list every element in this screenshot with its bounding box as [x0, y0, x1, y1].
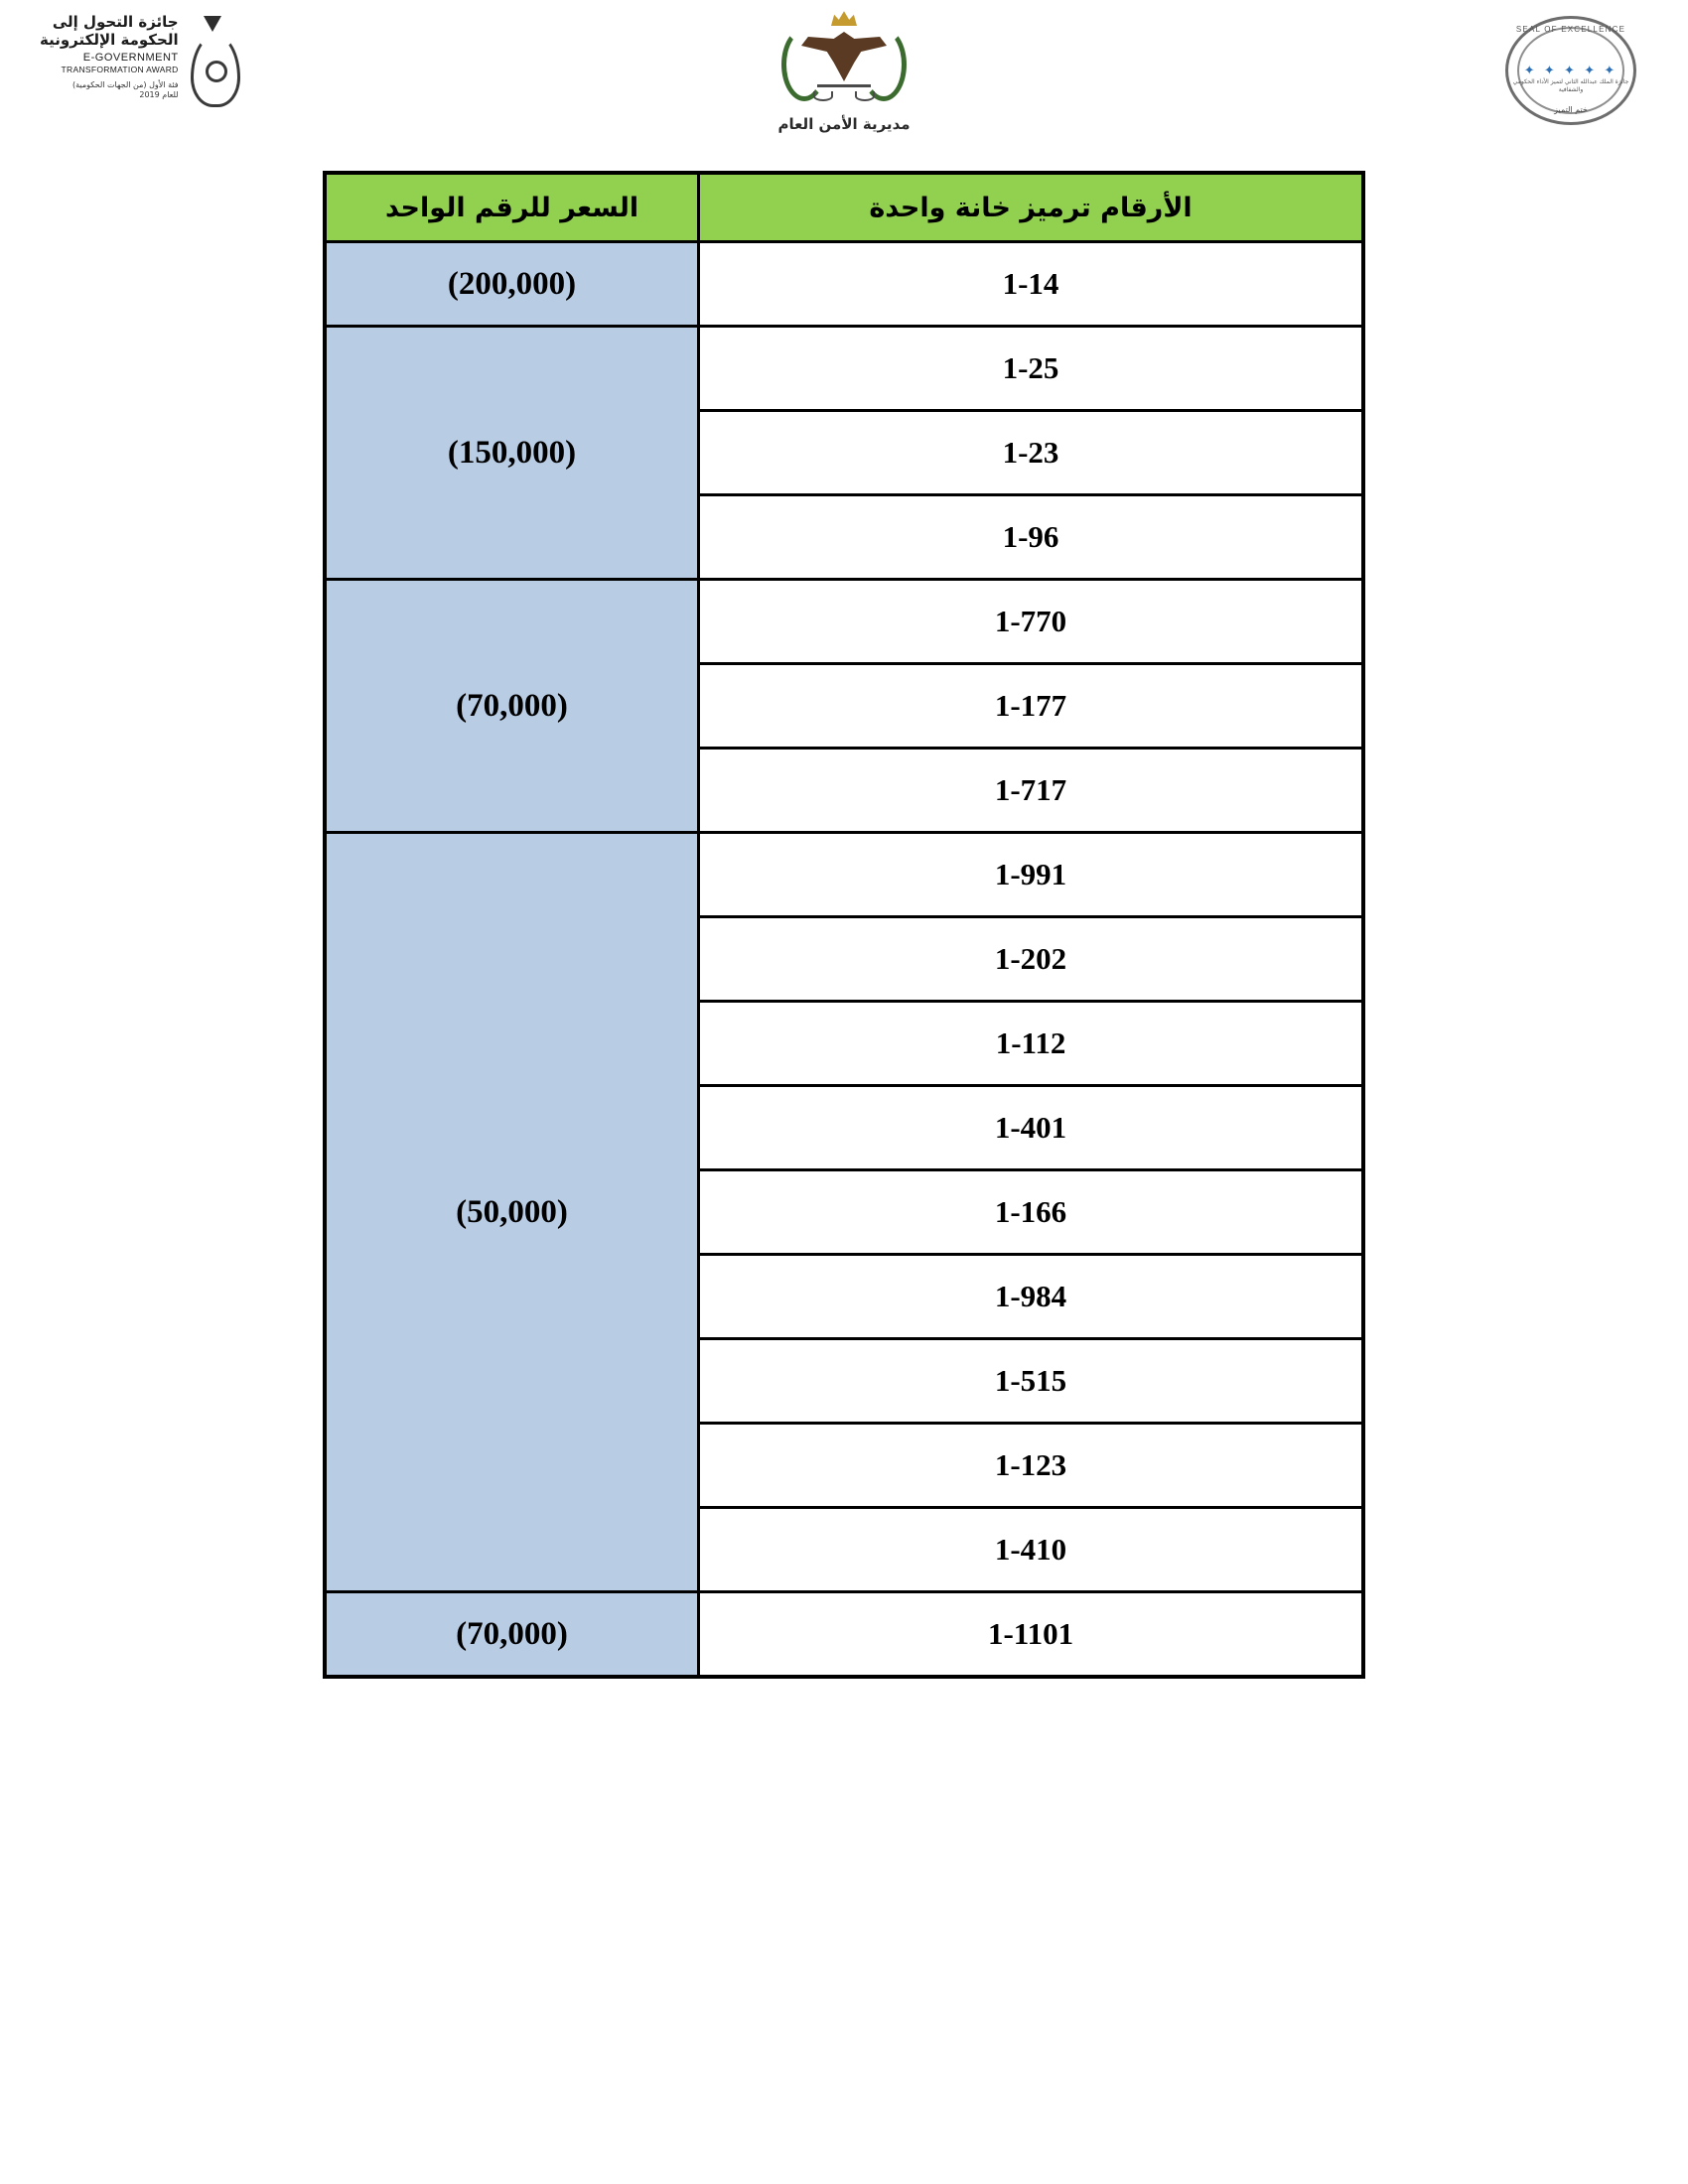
- price-cell: (70,000): [325, 580, 699, 833]
- table-row: [325, 327, 1363, 411]
- seal-stars-icon: ✦ ✦ ✦ ✦ ✦: [1523, 63, 1618, 77]
- number-cell: 1-166: [699, 1170, 1363, 1255]
- award-small-arabic-line1: فئة الأول (من الجهات الحكومية): [72, 80, 179, 90]
- price-table-container: [323, 171, 1365, 1679]
- price-cell: (150,000): [325, 327, 699, 580]
- number-cell: 1-770: [699, 580, 1363, 664]
- number-cell: 1-410: [699, 1508, 1363, 1592]
- seal-circle-icon: [1505, 16, 1636, 125]
- seal-of-excellence-logo: [1507, 16, 1636, 125]
- number-cell: 1-25: [699, 327, 1363, 411]
- price-cell: (70,000): [325, 1592, 699, 1678]
- number-cell: 1-717: [699, 749, 1363, 833]
- number-cell: 1-96: [699, 495, 1363, 580]
- price-table-body: [325, 242, 1363, 1678]
- price-cell: (200,000): [325, 242, 699, 327]
- e-government-transformation-award-logo: [40, 14, 238, 109]
- number-cell: 1-177: [699, 664, 1363, 749]
- number-cell: 1-515: [699, 1339, 1363, 1424]
- number-cell: 1-991: [699, 833, 1363, 917]
- seal-sub-arabic: جائزة الملك عبدالله الثاني لتميز الأداء الحكومي والشفافية: [1512, 78, 1629, 93]
- column-header-numbers: الأرقام ترميز خانة واحدة: [699, 173, 1363, 242]
- award-arabic-line2: الحكومة الإلكترونية: [40, 30, 179, 49]
- award-logo-text: [40, 14, 179, 99]
- seal-arc-text: SEAL OF EXCELLENCE: [1515, 25, 1626, 34]
- number-cell: 1-112: [699, 1002, 1363, 1086]
- price-table: [323, 171, 1365, 1679]
- document-header: [0, 0, 1688, 169]
- table-row: [325, 580, 1363, 664]
- number-cell: 1-14: [699, 242, 1363, 327]
- number-cell: 1-123: [699, 1424, 1363, 1508]
- number-cell: 1-202: [699, 917, 1363, 1002]
- number-cell: 1-984: [699, 1255, 1363, 1339]
- eagle-crown-icon: [770, 10, 918, 113]
- number-cell: 1-23: [699, 411, 1363, 495]
- price-cell: (50,000): [325, 833, 699, 1592]
- table-row: [325, 242, 1363, 327]
- public-security-directorate-emblem: [730, 10, 958, 133]
- award-arabic-line1: جائزة التحول إلى: [52, 13, 179, 31]
- award-swirl-icon: [187, 14, 238, 109]
- award-english-line1: E-GOVERNMENT: [82, 52, 179, 65]
- award-english-line2: TRANSFORMATION AWARD: [61, 65, 179, 75]
- number-cell: 1-1101: [699, 1592, 1363, 1678]
- award-small-arabic-line2: للعام 2019: [139, 89, 179, 99]
- seal-bottom-arabic: ختم التميز: [1554, 105, 1588, 114]
- number-cell: 1-401: [699, 1086, 1363, 1170]
- table-row: [325, 1592, 1363, 1678]
- table-row: [325, 833, 1363, 917]
- column-header-price: السعر للرقم الواحد: [325, 173, 699, 242]
- table-header-row: [325, 173, 1363, 242]
- emblem-caption: مديرية الأمن العام: [777, 115, 911, 133]
